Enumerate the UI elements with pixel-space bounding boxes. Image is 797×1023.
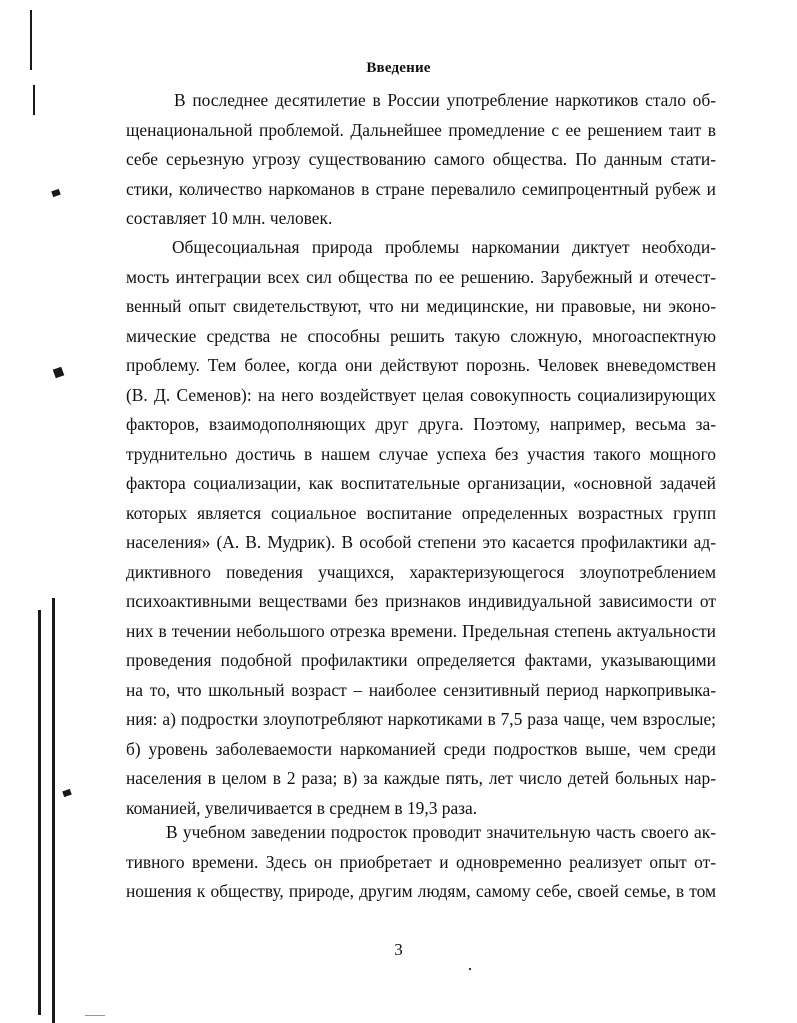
text-line: них в течении небольшого отрезка времени. Предельная степень актуальности bbox=[126, 620, 716, 641]
text-line: б) уровень заболеваемости наркоманией среди подростков выше, чем среди bbox=[126, 738, 716, 759]
text-line: факторов, взаимодополняющих друг друга. Поэтому, например, весьма за- bbox=[126, 414, 716, 434]
text-line: тивного времени. Здесь он приобретает и одновременно реализует опыт от- bbox=[126, 851, 716, 872]
text-line: ношения к обществу, природе, другим людям, самому себе, своей семье, в том bbox=[126, 881, 716, 901]
text-line: которых является социальное воспитание определенных возрастных групп bbox=[126, 502, 716, 523]
scan-edge-line-upper bbox=[33, 85, 35, 115]
text-line: психоактивными веществами без признаков индивидуальной зависимости от bbox=[126, 591, 716, 611]
scan-bottom-tick bbox=[85, 1015, 105, 1016]
text-line: составляет 10 млн. человек. bbox=[126, 208, 333, 228]
text-line: проблему. Тем более, когда они действуют порознь. Человек вневедомствен bbox=[126, 355, 716, 375]
text-line: команией, увеличивается в среднем в 19,3 раза. bbox=[126, 797, 478, 818]
text-line: проведения подобной профилактики определяется фактами, указывающими bbox=[126, 650, 716, 670]
text-line: населения» (А. В. Мудрик). В особой степени это касается профилактики ад- bbox=[126, 532, 716, 552]
scan-artifact-mark bbox=[51, 189, 61, 197]
paragraph-3 bbox=[126, 818, 716, 907]
text-line: фактора социализации, как воспитательные организации, «основной задачей bbox=[126, 473, 716, 493]
text-line: В учебном заведении подросток проводит значительную часть своего ак- bbox=[166, 822, 716, 842]
text-line: стики, количество наркоманов в стране перевалило семипроцентный рубеж и bbox=[126, 178, 716, 199]
text-line: мические средства не способны решить такую сложную, многоаспектную bbox=[126, 325, 716, 346]
paragraph-2 bbox=[126, 233, 716, 823]
text-line: ния: а) подростки злоупотребляют наркотиками в 7,5 раза чаще, чем взрослые; bbox=[126, 709, 716, 729]
text-line: на то, что школьный возраст – наиболее сензитивный период наркопривыка- bbox=[126, 679, 716, 700]
text-line: венный опыт свидетельствуют, что ни медицинские, ни правовые, ни эконо- bbox=[126, 296, 716, 316]
scan-speck bbox=[469, 968, 471, 970]
text-line: мость интеграции всех сил общества по ее решению. Зарубежный и отечест- bbox=[126, 266, 716, 287]
scan-artifact-mark bbox=[62, 789, 72, 797]
text-line: Общесоциальная природа проблемы наркомании диктует необходи- bbox=[172, 237, 716, 257]
document-title: Введение bbox=[366, 60, 431, 76]
text-line: (В. Д. Семенов): на него воздействует целая совокупность социализирующих bbox=[126, 384, 716, 405]
text-line: труднительно достичь в нашем случае успеха без участия такого мощного bbox=[126, 443, 716, 464]
scan-artifact-mark bbox=[53, 367, 65, 379]
text-line: населения в целом в 2 раза; в) за каждые пять, лет число детей больных нар- bbox=[126, 768, 716, 788]
text-line: В последнее десятилетие в России употребление наркотиков стало об- bbox=[174, 90, 716, 110]
page-number: 3 bbox=[394, 940, 403, 959]
paragraph-1 bbox=[126, 86, 716, 234]
text-line: диктивного поведения учащихся, характеризующегося злоупотреблением bbox=[126, 561, 716, 582]
text-line: щенациональной проблемой. Дальнейшее промедление с ее решением таит в bbox=[126, 119, 716, 140]
text-line: себе серьезную угрозу существованию самого общества. По данным стати- bbox=[126, 149, 716, 169]
